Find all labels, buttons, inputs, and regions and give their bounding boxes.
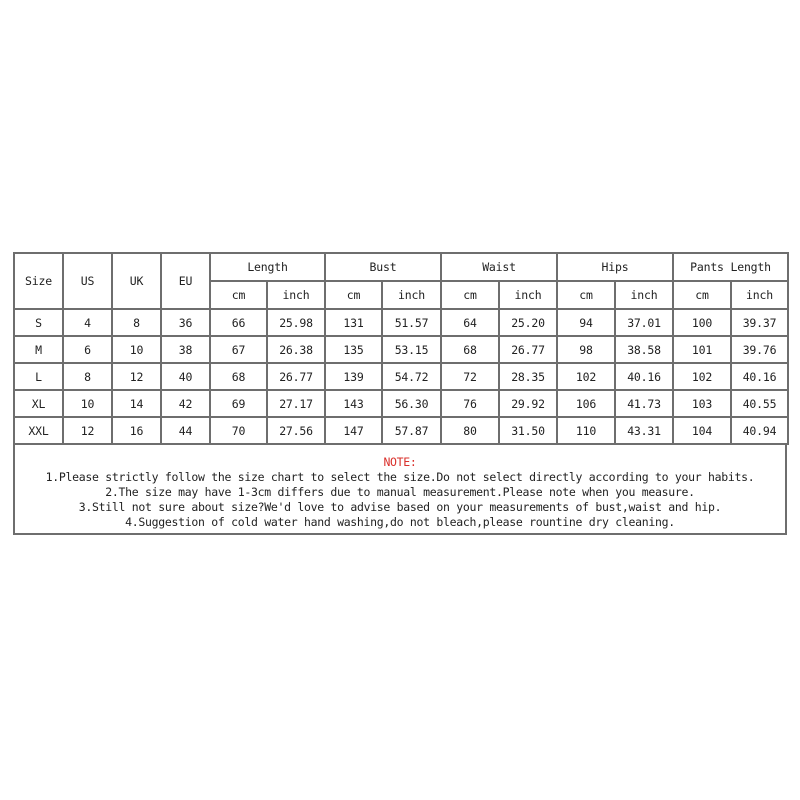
cell-waist-cm: 76 bbox=[441, 390, 499, 417]
cell-waist-inch: 28.35 bbox=[499, 363, 557, 390]
header-us: US bbox=[63, 253, 112, 309]
header-length: Length bbox=[210, 253, 325, 281]
subheader-pants-inch: inch bbox=[731, 281, 788, 309]
cell-pants-inch: 40.94 bbox=[731, 417, 788, 444]
cell-bust-inch: 56.30 bbox=[382, 390, 441, 417]
cell-bust-inch: 51.57 bbox=[382, 309, 441, 336]
header-hips: Hips bbox=[557, 253, 673, 281]
cell-eu: 38 bbox=[161, 336, 210, 363]
note-line-4: 4.Suggestion of cold water hand washing,do not bleach,please rountine dry cleaning. bbox=[125, 515, 675, 529]
cell-uk: 14 bbox=[112, 390, 161, 417]
header-pants-length: Pants Length bbox=[673, 253, 788, 281]
cell-us: 6 bbox=[63, 336, 112, 363]
cell-pants-inch: 40.55 bbox=[731, 390, 788, 417]
cell-eu: 36 bbox=[161, 309, 210, 336]
cell-hips-inch: 38.58 bbox=[615, 336, 673, 363]
cell-size: M bbox=[14, 336, 63, 363]
cell-bust-cm: 135 bbox=[325, 336, 382, 363]
cell-length-cm: 67 bbox=[210, 336, 267, 363]
cell-length-cm: 69 bbox=[210, 390, 267, 417]
cell-pants-cm: 102 bbox=[673, 363, 731, 390]
subheader-hips-inch: inch bbox=[615, 281, 673, 309]
table-row bbox=[14, 336, 788, 363]
cell-hips-inch: 43.31 bbox=[615, 417, 673, 444]
cell-waist-inch: 25.20 bbox=[499, 309, 557, 336]
table-row bbox=[14, 363, 788, 390]
cell-bust-cm: 143 bbox=[325, 390, 382, 417]
cell-hips-cm: 106 bbox=[557, 390, 615, 417]
cell-size: XL bbox=[14, 390, 63, 417]
subheader-length-inch: inch bbox=[267, 281, 325, 309]
cell-bust-inch: 54.72 bbox=[382, 363, 441, 390]
cell-hips-inch: 40.16 bbox=[615, 363, 673, 390]
cell-pants-cm: 103 bbox=[673, 390, 731, 417]
cell-length-cm: 66 bbox=[210, 309, 267, 336]
notes-box bbox=[13, 445, 787, 535]
cell-pants-inch: 40.16 bbox=[731, 363, 788, 390]
header-size: Size bbox=[14, 253, 63, 309]
cell-hips-inch: 41.73 bbox=[615, 390, 673, 417]
cell-size: L bbox=[14, 363, 63, 390]
table-header bbox=[14, 253, 788, 309]
cell-waist-cm: 64 bbox=[441, 309, 499, 336]
subheader-bust-cm: cm bbox=[325, 281, 382, 309]
subheader-waist-cm: cm bbox=[441, 281, 499, 309]
cell-size: XXL bbox=[14, 417, 63, 444]
cell-bust-cm: 131 bbox=[325, 309, 382, 336]
table-body bbox=[14, 309, 788, 444]
cell-us: 10 bbox=[63, 390, 112, 417]
cell-bust-cm: 147 bbox=[325, 417, 382, 444]
cell-hips-cm: 98 bbox=[557, 336, 615, 363]
cell-length-inch: 26.38 bbox=[267, 336, 325, 363]
subheader-pants-cm: cm bbox=[673, 281, 731, 309]
cell-pants-cm: 101 bbox=[673, 336, 731, 363]
cell-eu: 40 bbox=[161, 363, 210, 390]
cell-waist-cm: 72 bbox=[441, 363, 499, 390]
cell-waist-inch: 31.50 bbox=[499, 417, 557, 444]
table-row bbox=[14, 417, 788, 444]
cell-bust-inch: 57.87 bbox=[382, 417, 441, 444]
cell-hips-inch: 37.01 bbox=[615, 309, 673, 336]
cell-uk: 8 bbox=[112, 309, 161, 336]
cell-eu: 42 bbox=[161, 390, 210, 417]
cell-length-cm: 68 bbox=[210, 363, 267, 390]
cell-us: 4 bbox=[63, 309, 112, 336]
header-eu: EU bbox=[161, 253, 210, 309]
cell-length-inch: 25.98 bbox=[267, 309, 325, 336]
cell-size: S bbox=[14, 309, 63, 336]
cell-uk: 16 bbox=[112, 417, 161, 444]
cell-hips-cm: 94 bbox=[557, 309, 615, 336]
cell-us: 8 bbox=[63, 363, 112, 390]
size-chart bbox=[13, 252, 787, 535]
cell-uk: 10 bbox=[112, 336, 161, 363]
cell-length-cm: 70 bbox=[210, 417, 267, 444]
note-line-1: 1.Please strictly follow the size chart to select the size.Do not select directly according to your habits. bbox=[45, 470, 755, 484]
cell-length-inch: 27.17 bbox=[267, 390, 325, 417]
cell-length-inch: 26.77 bbox=[267, 363, 325, 390]
cell-waist-cm: 80 bbox=[441, 417, 499, 444]
cell-hips-cm: 102 bbox=[557, 363, 615, 390]
cell-us: 12 bbox=[63, 417, 112, 444]
note-line-3: 3.Still not sure about size?We'd love to advise based on your measurements of bust,waist and hip. bbox=[78, 500, 722, 514]
header-bust: Bust bbox=[325, 253, 441, 281]
cell-waist-inch: 26.77 bbox=[499, 336, 557, 363]
cell-hips-cm: 110 bbox=[557, 417, 615, 444]
cell-pants-cm: 104 bbox=[673, 417, 731, 444]
cell-pants-inch: 39.37 bbox=[731, 309, 788, 336]
cell-bust-cm: 139 bbox=[325, 363, 382, 390]
cell-bust-inch: 53.15 bbox=[382, 336, 441, 363]
cell-pants-inch: 39.76 bbox=[731, 336, 788, 363]
cell-waist-cm: 68 bbox=[441, 336, 499, 363]
subheader-length-cm: cm bbox=[210, 281, 267, 309]
note-title: NOTE: bbox=[383, 455, 417, 469]
cell-pants-cm: 100 bbox=[673, 309, 731, 336]
size-table bbox=[13, 252, 789, 445]
note-line-2: 2.The size may have 1-3cm differs due to manual measurement.Please note when you measure. bbox=[105, 485, 695, 499]
table-row bbox=[14, 390, 788, 417]
cell-waist-inch: 29.92 bbox=[499, 390, 557, 417]
table-row bbox=[14, 309, 788, 336]
subheader-hips-cm: cm bbox=[557, 281, 615, 309]
header-uk: UK bbox=[112, 253, 161, 309]
subheader-waist-inch: inch bbox=[499, 281, 557, 309]
subheader-bust-inch: inch bbox=[382, 281, 441, 309]
cell-uk: 12 bbox=[112, 363, 161, 390]
cell-length-inch: 27.56 bbox=[267, 417, 325, 444]
cell-eu: 44 bbox=[161, 417, 210, 444]
header-waist: Waist bbox=[441, 253, 557, 281]
